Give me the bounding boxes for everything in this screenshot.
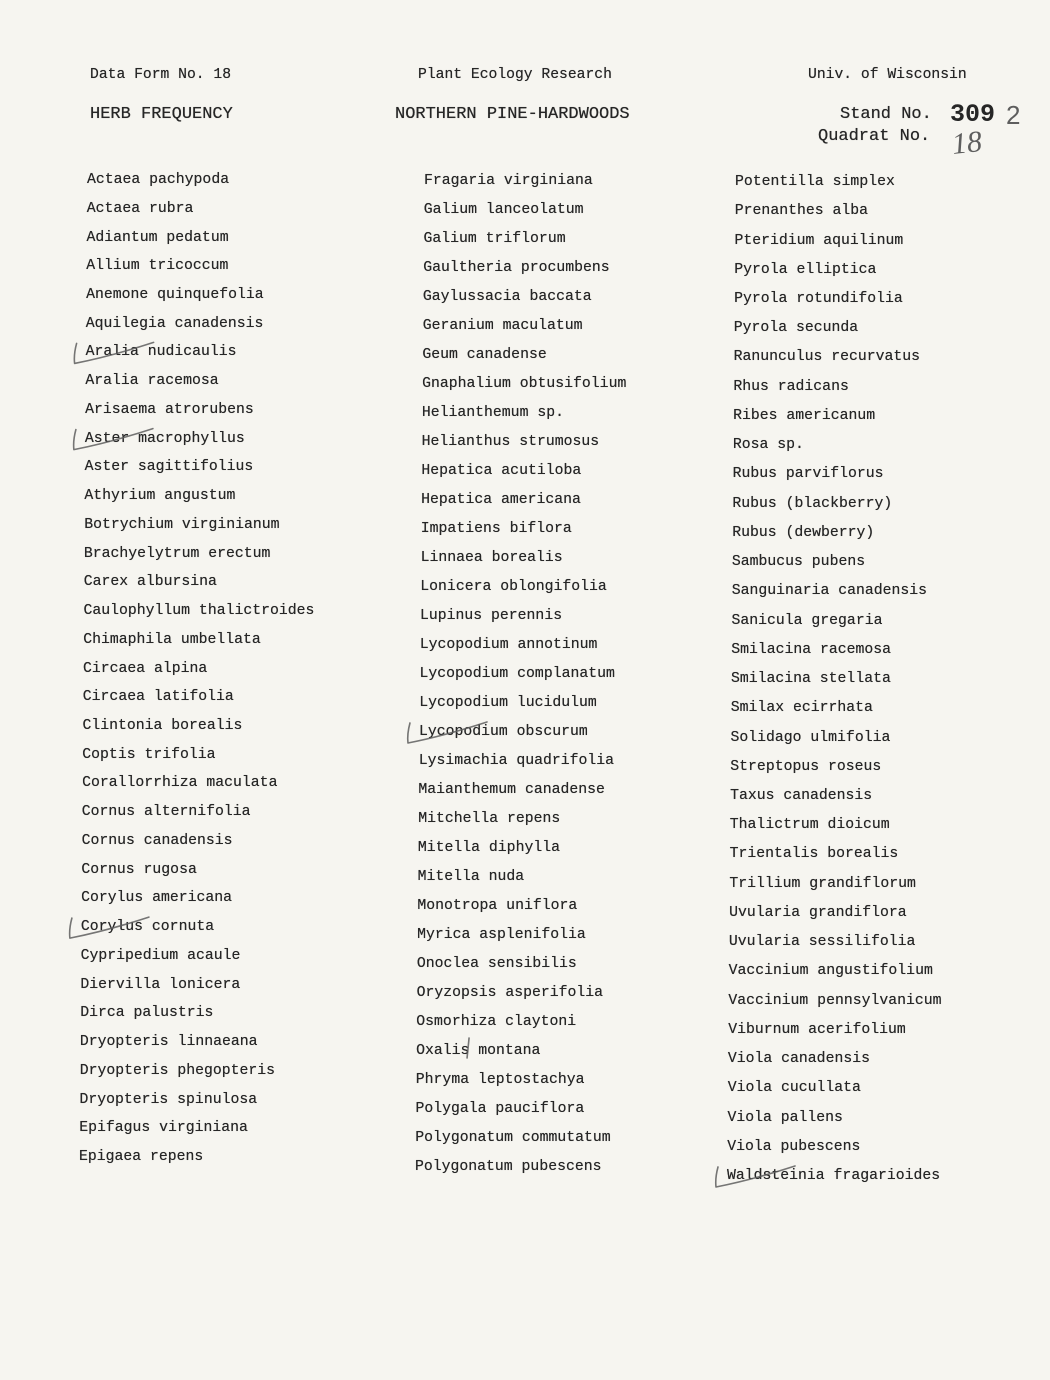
- species-entry: Botrychium virginianum: [84, 516, 280, 533]
- species-entry: Pyrola elliptica: [734, 261, 877, 278]
- species-entry: Corylus americana: [81, 890, 233, 907]
- species-entry: Rubus parviflorus: [732, 466, 884, 483]
- species-entry: Rubus (dewberry): [732, 524, 875, 541]
- species-entry: Prenanthes alba: [734, 203, 868, 220]
- species-entry: Lysimachia quadrifolia: [418, 753, 615, 769]
- species-entry: Pteridium aquilinum: [734, 232, 904, 249]
- species-entry: Allium tricoccum: [86, 258, 229, 275]
- species-entry: Helianthus strumosus: [421, 434, 600, 450]
- species-entry: Monotropa uniflora: [417, 898, 578, 914]
- species-entry: Trientalis borealis: [729, 846, 899, 863]
- species-entry: Cornus canadensis: [81, 832, 233, 849]
- species-entry: Anemone quinquefolia: [86, 286, 264, 303]
- species-entry: Lycopodium complanatum: [419, 666, 615, 682]
- species-entry: Sanguinaria canadensis: [731, 583, 928, 600]
- species-entry: Dryopteris spinulosa: [79, 1091, 258, 1108]
- species-entry: Smilax ecirrhata: [730, 700, 873, 717]
- species-entry: Circaea alpina: [83, 660, 208, 677]
- species-entry: Viburnum acerifolium: [728, 1021, 906, 1038]
- species-entry: Helianthemum sp.: [421, 405, 564, 421]
- species-entry: Cornus alternifolia: [81, 804, 251, 821]
- species-entry: Diervilla lonicera: [80, 976, 241, 993]
- species-entry: Gaultheria procumbens: [423, 260, 610, 276]
- species-entry: Aralia racemosa: [85, 373, 219, 390]
- species-entry: Ranunculus recurvatus: [733, 349, 921, 366]
- form-title: HERB FREQUENCY: [90, 105, 233, 124]
- species-entry: Pyrola rotundifolia: [734, 290, 903, 307]
- species-entry: Mitella nuda: [417, 869, 525, 885]
- species-entry: Vaccinium angustifolium: [728, 963, 933, 980]
- species-entry: Viola canadensis: [727, 1051, 870, 1068]
- species-entry: Viola pubescens: [727, 1138, 861, 1155]
- species-entry: Fragaria virginiana: [424, 173, 593, 189]
- species-entry: Osmorhiza claytoni: [416, 1014, 577, 1030]
- species-entry: Adiantum pedatum: [86, 229, 229, 246]
- species-entry: Uvularia grandiflora: [729, 904, 907, 921]
- stand-number-label: Stand No.: [840, 105, 932, 124]
- stand-number-handwritten: 2: [1006, 100, 1021, 130]
- species-entry: Sanicula gregaria: [731, 612, 883, 629]
- species-entry: Oryzopsis asperifolia: [416, 985, 604, 1001]
- species-entry: Rhus radicans: [733, 378, 849, 395]
- species-entry: Cornus rugosa: [81, 861, 197, 878]
- species-entry: Uvularia sessilifolia: [728, 934, 916, 951]
- species-entry: Pyrola secunda: [733, 320, 859, 337]
- quadrat-number-label: Quadrat No.: [818, 127, 931, 146]
- species-entry: Rosa sp.: [732, 437, 804, 454]
- species-entry: Lupinus perennis: [420, 608, 563, 624]
- species-entry: Maianthemum canadense: [418, 782, 605, 798]
- species-entry: Brachyelytrum erectum: [83, 545, 271, 562]
- species-entry: Arisaema atrorubens: [85, 401, 254, 418]
- species-entry: Clintonia borealis: [82, 718, 243, 734]
- species-entry: Aquilegia canadensis: [85, 315, 264, 332]
- species-entry: Taxus canadensis: [730, 787, 873, 804]
- species-entry: Lycopodium annotinum: [419, 637, 598, 653]
- species-entry: Cypripedium acaule: [80, 947, 241, 964]
- species-entry: Corallorrhiza maculata: [82, 775, 278, 792]
- species-entry: Dirca palustris: [80, 1005, 214, 1022]
- species-entry: Coptis trifolia: [82, 746, 216, 763]
- species-entry: Sambucus pubens: [731, 554, 866, 571]
- species-entry: Solidago ulmifolia: [730, 729, 891, 746]
- species-entry: Polygonatum pubescens: [415, 1159, 602, 1175]
- species-entry: Mitella diphylla: [417, 840, 560, 856]
- species-entry: Impatiens biflora: [420, 521, 572, 537]
- species-entry: Viola pallens: [727, 1109, 843, 1126]
- species-entry: Epifagus virginiana: [79, 1120, 248, 1137]
- species-entry: Hepatica americana: [421, 492, 581, 508]
- species-entry: Geranium maculatum: [422, 318, 583, 334]
- species-entry: Epigaea repens: [79, 1149, 204, 1165]
- stand-number-value: 309: [950, 100, 996, 129]
- species-entry: Lycopodium lucidulum: [419, 695, 597, 711]
- species-entry: Myrica asplenifolia: [417, 927, 586, 943]
- form-number: Data Form No. 18: [90, 67, 232, 83]
- species-entry: Linnaea borealis: [420, 550, 563, 566]
- species-entry: Rubus (blackberry): [732, 495, 893, 512]
- species-entry: Aster macrophyllus: [84, 430, 245, 447]
- species-entry: Viola cucullata: [727, 1080, 861, 1097]
- organization: Plant Ecology Research: [418, 67, 612, 83]
- species-entry: Geum canadense: [422, 347, 547, 363]
- species-entry: Actaea rubra: [86, 200, 194, 217]
- species-entry: Trillium grandiflorum: [729, 875, 916, 892]
- species-entry: Circaea latifolia: [82, 689, 234, 706]
- species-entry: Dryopteris phegopteris: [79, 1062, 276, 1079]
- species-entry: Waldsteinia fragarioides: [727, 1168, 941, 1184]
- species-entry: Chimaphila umbellata: [83, 631, 261, 648]
- species-entry: Carex albursina: [83, 574, 217, 591]
- species-entry: Actaea pachypoda: [87, 172, 230, 188]
- species-entry: Dryopteris linnaeana: [79, 1034, 258, 1051]
- species-entry: Aster sagittifolius: [84, 459, 254, 476]
- species-entry: Galium lanceolatum: [423, 202, 584, 218]
- species-entry: Aralia nudicaulis: [85, 344, 237, 361]
- species-entry: Gaylussacia baccata: [422, 289, 592, 305]
- species-entry: Caulophyllum thalictroides: [83, 603, 315, 619]
- species-entry: Gnaphalium obtusifolium: [422, 376, 627, 392]
- species-entry: Thalictrum dioicum: [729, 817, 890, 834]
- species-entry: Mitchella repens: [418, 811, 561, 827]
- species-entry: Hepatica acutiloba: [421, 463, 582, 479]
- university: Univ. of Wisconsin: [808, 67, 967, 83]
- species-entry: Onoclea sensibilis: [416, 956, 577, 972]
- community-type: NORTHERN PINE-HARDWOODS: [395, 105, 630, 124]
- species-entry: Polygala pauciflora: [415, 1101, 585, 1117]
- species-entry: Lycopodium obscurum: [419, 724, 588, 740]
- species-entry: Galium triflorum: [423, 231, 566, 247]
- species-entry: Streptopus roseus: [730, 758, 882, 775]
- species-entry: Ribes americanum: [733, 407, 876, 424]
- species-entry: Lonicera oblongifolia: [420, 579, 607, 595]
- species-entry: Smilacina stellata: [731, 671, 891, 687]
- quadrat-number-handwritten: 18: [950, 124, 984, 161]
- species-entry: Phryma leptostachya: [415, 1072, 585, 1088]
- species-entry: Smilacina racemosa: [731, 641, 892, 658]
- species-entry: Oxalis montana: [416, 1043, 541, 1059]
- species-entry: Potentilla simplex: [735, 174, 895, 190]
- species-entry: Corylus cornuta: [80, 919, 215, 936]
- species-entry: Vaccinium pennsylvanicum: [728, 992, 942, 1009]
- species-entry: Polygonatum commutatum: [415, 1130, 611, 1146]
- species-entry: Athyrium angustum: [84, 488, 236, 505]
